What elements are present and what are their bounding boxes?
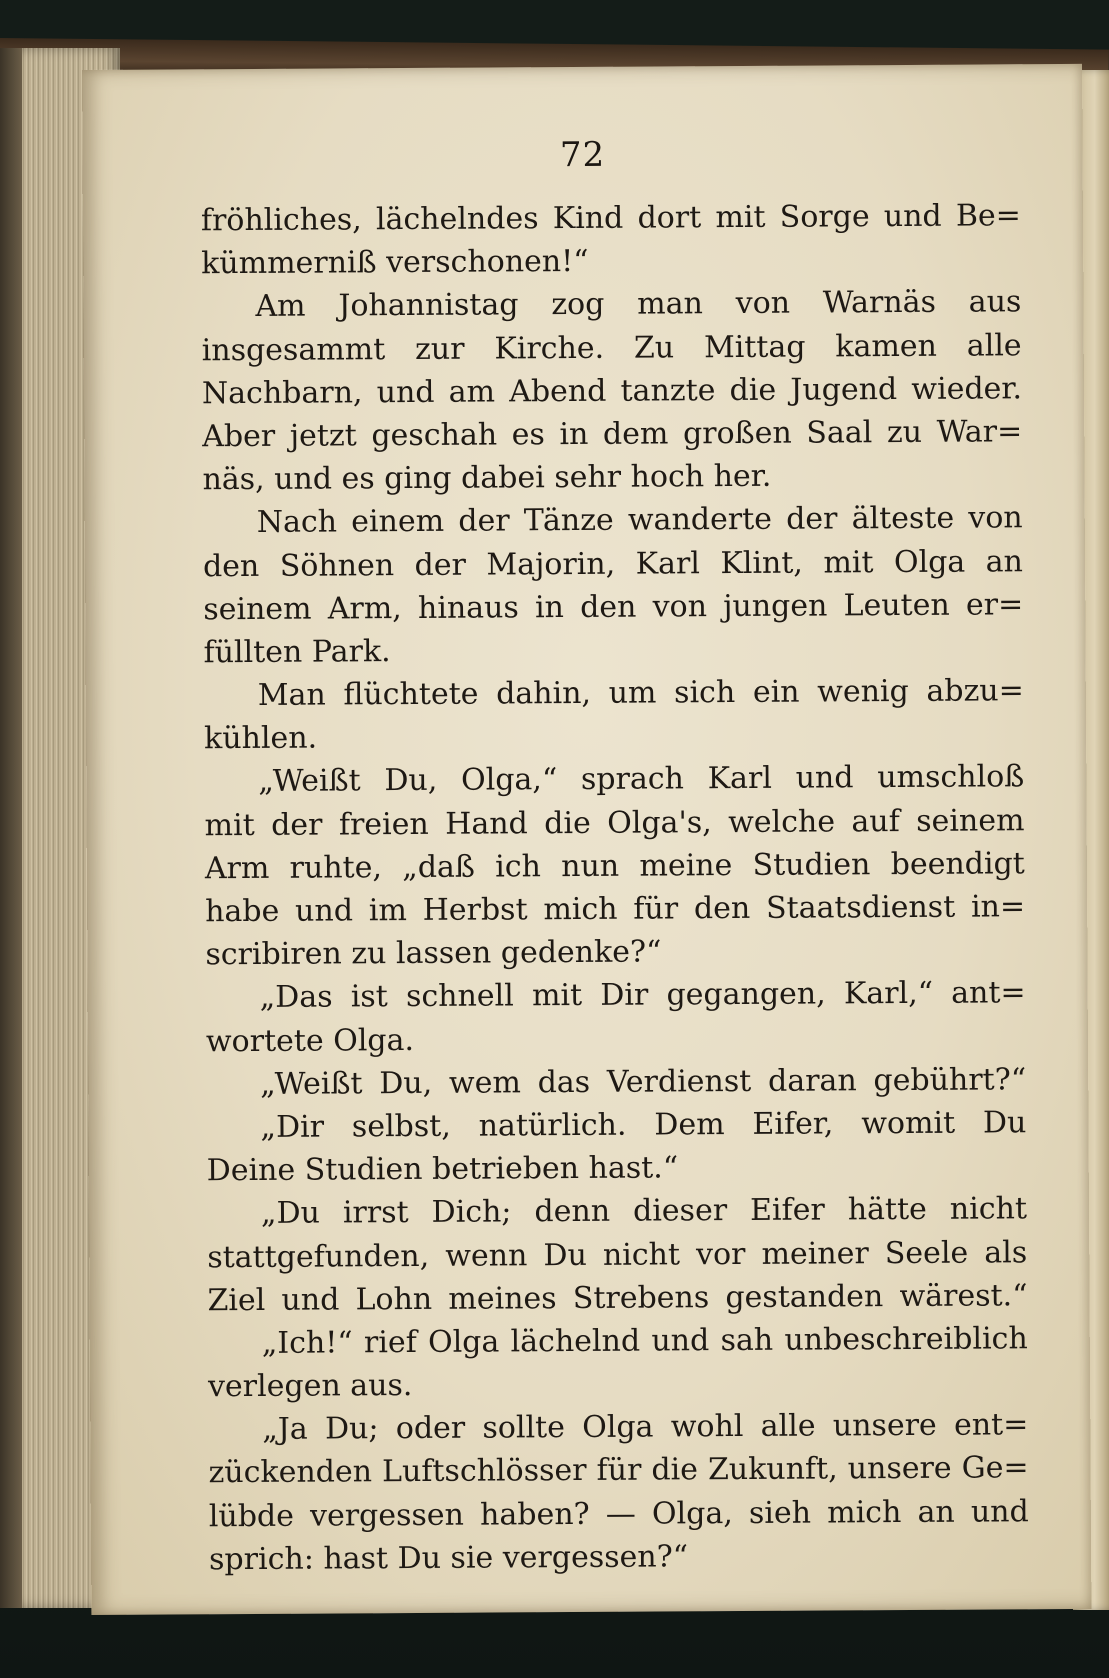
text-line: Man flüchtete dahin, um sich ein wenig abzu= [257,673,1024,713]
text-line: den Söhnen der Majorin, Karl Klint, mit Olga an [202,543,1024,584]
text-line: scribiren zu lassen gedenke?“ [205,934,662,973]
body-text [201,194,1029,1581]
text-line: „Weißt Du, Olga,“ sprach Karl und umschloß [258,759,1025,800]
text-line: kümmerniß verschonen!“ [201,244,589,282]
text-line: Nachbarn, und am Abend tanzte die Jugend wieder. [201,371,1023,412]
text-line: „Ja Du; oder sollte Olga wohl alle unsere ent= [262,1407,1029,1448]
text-line: kühlen. [203,720,318,757]
text-line: „Das ist schnell mit Dir gegangen, Karl,“ ant= [259,975,1026,1016]
text-line: Deine Studien betrieben hast.“ [206,1150,679,1189]
page-number: 72 [559,134,606,176]
text-line: stattgefunden, wenn Du nicht vor meiner Seele als [207,1234,1028,1275]
text-line: seinem Arm, hinaus in den von jungen Leuten er= [203,586,1024,627]
text-line: Arm ruhte, „daß ich nun meine Studien beendigt [204,846,1025,887]
spine-shadow [0,48,22,1608]
text-line: lübde vergessen haben? — Olga, sieh mich an und [208,1493,1029,1534]
text-line: zückenden Luftschlösser für die Zukunft, unsere Ge= [208,1450,1029,1491]
text-line: Am Johannistag zog man von Warnäs aus [255,284,1022,325]
text-line: fröhliches, lächelndes Kind dort mit Sorge und Be= [200,198,1021,239]
text-line: mit der freien Hand die Olga's, welche auf seinem [204,802,1025,843]
text-line: wortete Olga. [205,1022,415,1059]
text-line: füllten Park. [203,634,391,671]
text-line: „Du irrst Dich; denn dieser Eifer hätte nicht [260,1191,1028,1232]
book-page [82,64,1091,1615]
text-line: Ziel und Lohn meines Strebens gestanden wärest.“ [207,1277,1028,1318]
text-line: sprich: hast Du sie vergessen?“ [208,1539,689,1578]
text-line: verlegen aus. [207,1368,413,1405]
text-line: „Ich!“ rief Olga lächelnd und sah unbeschreiblich [261,1321,1028,1361]
text-line: habe und im Herbst mich für den Staatsdienst in= [205,889,1026,930]
text-line: „Weißt Du, wem das Verdienst daran gebührt?“ [260,1062,1027,1102]
text-line: Aber jetzt geschah es in dem großen Saal zu War= [202,414,1023,455]
text-line: Nach einem der Tänze wanderte der älteste von [256,500,1023,541]
text-line: näs, und es ging dabei sehr hoch her. [202,458,772,498]
text-line: insgesammt zur Kirche. Zu Mittag kamen alle [201,327,1022,368]
text-line: „Dir selbst, natürlich. Dem Eifer, womit Du [260,1105,1027,1145]
